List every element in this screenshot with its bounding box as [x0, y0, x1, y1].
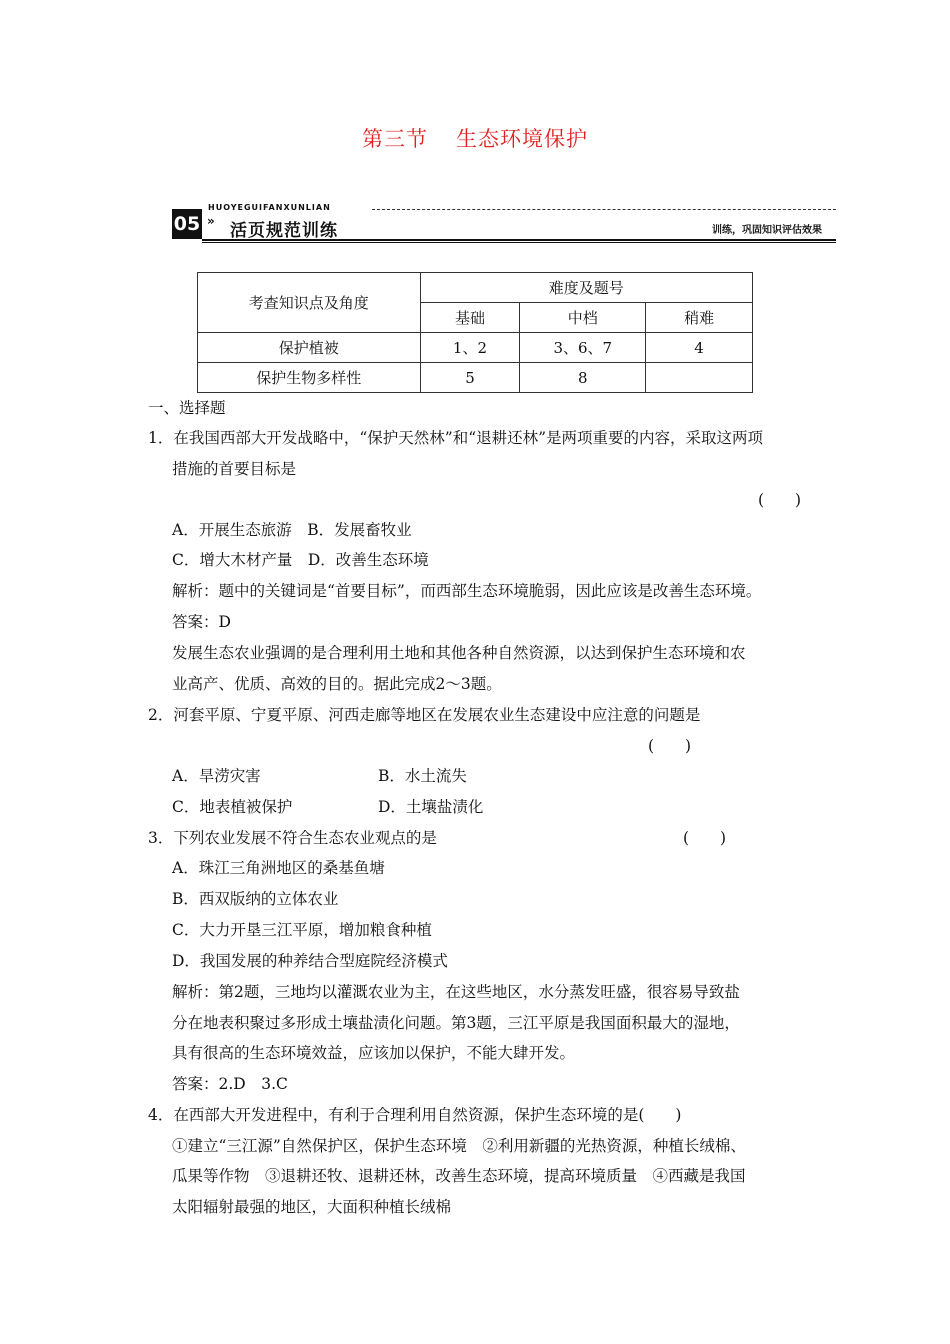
table-row [198, 333, 753, 363]
table-row [198, 363, 753, 393]
banner-slogan: 训练，巩固知识评估效果 [712, 225, 822, 236]
banner-dashed-rule [372, 209, 836, 210]
intro-line-2: 业高产、优质、高效的目的。据此完成2～3题。 [172, 675, 502, 693]
title-section: 第三节 [362, 127, 428, 151]
q2-option-a: A．旱涝灾害 [172, 767, 261, 785]
q1-options-ab: A．开展生态旅游 B．发展畜牧业 [172, 521, 412, 539]
title-topic: 生态环境保护 [456, 127, 588, 151]
q3-analysis-line-3: 具有很高的生态环境效益，应该加以保护，不能大肆开发。 [172, 1044, 576, 1062]
q4-stem: 4．在西部大开发进程中，有利于合理利用自然资源，保护生态环境的是( ) [148, 1106, 682, 1124]
q3-option-a: A．珠江三角洲地区的桑基鱼塘 [172, 859, 385, 877]
banner-label: 活页规范训练 [230, 221, 338, 241]
banner-pinyin: HUOYEGUIFANXUNLIAN [208, 203, 331, 212]
page-title [0, 123, 950, 153]
q2-stem: 2．河套平原、宁夏平原、河西走廊等地区在发展农业生态建设中应注意的问题是 [148, 706, 701, 724]
q2-option-b: B．水土流失 [378, 767, 467, 785]
q3-stem: 3．下列农业发展不符合生态农业观点的是 [148, 829, 437, 847]
table-level-medium: 中档 [520, 303, 646, 333]
table-header-difficulty: 难度及题号 [420, 273, 752, 303]
intro-line-1: 发展生态农业强调的是合理利用土地和其他各种自然资源，以达到保护生态环境和农 [172, 644, 746, 662]
table-cell-topic: 保护植被 [198, 333, 421, 363]
section-heading: 一、选择题 [148, 399, 226, 417]
exercise-banner [172, 203, 836, 239]
q1-answer-paren: ( ) [758, 491, 802, 509]
table-level-basic: 基础 [420, 303, 520, 333]
chevron-right-icon: » [207, 214, 215, 228]
table-header-topic: 考查知识点及角度 [198, 273, 421, 333]
q3-option-d: D．我国发展的种养结合型庭院经济模式 [172, 952, 448, 970]
q3-answer: 答案：2.D 3.C [172, 1075, 288, 1093]
table-cell-topic: 保护生物多样性 [198, 363, 421, 393]
q2-option-c: C．地表植被保护 [172, 798, 293, 816]
q2-answer-paren: ( ) [648, 737, 692, 755]
q3-answer-paren: ( ) [683, 829, 727, 847]
q1-analysis: 解析：题中的关键词是“首要目标”，而西部生态环境脆弱，因此应该是改善生态环境。 [172, 582, 762, 600]
table-cell: 4 [646, 333, 753, 363]
q4-statement-line-1: ①建立“三江源”自然保护区，保护生态环境 ②利用新疆的光热资源，种植长绒棉、 [172, 1137, 746, 1155]
table-cell: 5 [420, 363, 520, 393]
q1-stem-line-2: 措施的首要目标是 [172, 460, 297, 478]
banner-rule [202, 239, 836, 241]
q1-answer: 答案：D [172, 613, 231, 631]
q2-option-d: D．土壤盐渍化 [378, 798, 484, 816]
banner-rule-thin [202, 242, 836, 243]
q4-statement-line-2: 瓜果等作物 ③退耕还牧、退耕还林，改善生态环境，提高环境质量 ④西藏是我国 [172, 1167, 746, 1185]
q3-analysis-line-2: 分在地表积聚过多形成土壤盐渍化问题。第3题，三江平原是我国面积最大的湿地， [172, 1014, 740, 1032]
table-cell: 3、6、7 [520, 333, 646, 363]
q3-option-c: C．大力开垦三江平原，增加粮食种植 [172, 921, 432, 939]
q1-stem-line-1: 1．在我国西部大开发战略中，“保护天然林”和“退耕还林”是两项重要的内容，采取这两项 [148, 429, 764, 447]
q3-option-b: B．西双版纳的立体农业 [172, 890, 339, 908]
knowledge-point-table [197, 272, 753, 393]
table-cell: 1、2 [420, 333, 520, 363]
table-cell: 8 [520, 363, 646, 393]
q1-options-cd: C．增大木材产量 D．改善生态环境 [172, 551, 429, 569]
banner-number-badge: 05 [172, 209, 202, 239]
q4-statement-line-3: 太阳辐射最强的地区，大面积种植长绒棉 [172, 1198, 452, 1216]
table-level-hard: 稍难 [646, 303, 753, 333]
table-cell [646, 363, 753, 393]
q3-analysis-line-1: 解析：第2题，三地均以灌溉农业为主，在这些地区，水分蒸发旺盛，很容易导致盐 [172, 983, 740, 1001]
